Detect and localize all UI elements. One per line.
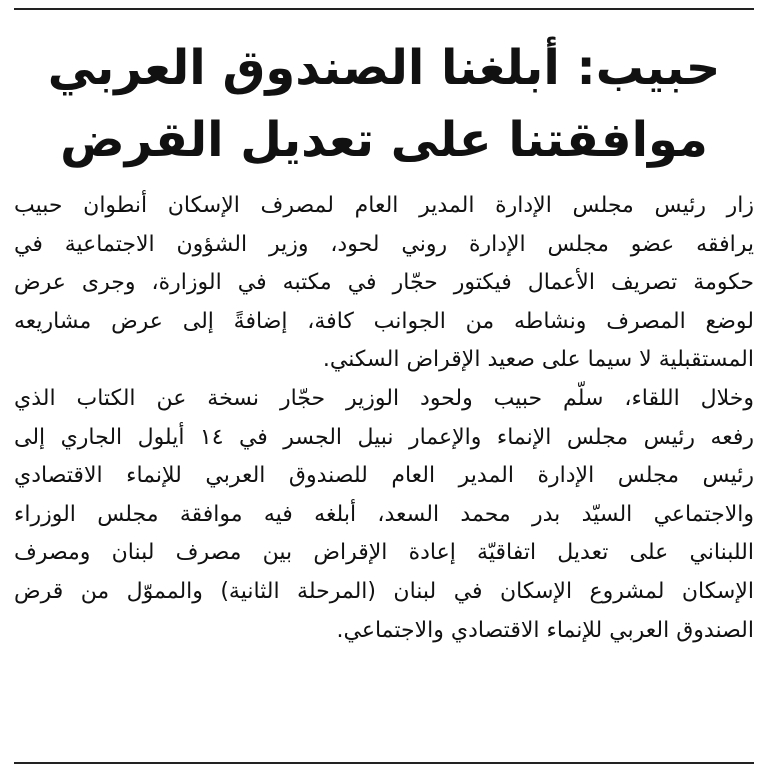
body-line: حكومة تصريف الأعمال فيكتور حجّار في مكتبه في الوزارة، وجرى عرض — [14, 270, 754, 296]
headline-line-2: موافقتنا على تعديل القرض — [60, 112, 708, 168]
body-line: المستقبلية لا سيما على صعيد الإقراض السكني. — [322, 347, 754, 373]
news-article — [14, 0, 754, 777]
body-line: لوضع المصرف ونشاطه من الجوانب كافة، إضافةً إلى عرض مشاريعه — [14, 308, 754, 334]
article-body — [14, 187, 754, 650]
body-line: اللبناني على تعديل اتفاقيّة إعادة الإقراض بين مصرف لبنان ومصرف — [14, 540, 754, 566]
headline — [14, 32, 754, 176]
body-line: رئيس مجلس الإدارة المدير العام للصندوق العربي للإنماء الاقتصادي — [14, 463, 754, 489]
top-rule — [14, 8, 754, 10]
body-line: رفعه رئيس مجلس الإنماء والإعمار نبيل الجسر في ١٤ أيلول الجاري إلى — [14, 424, 754, 450]
body-line: زار رئيس مجلس الإدارة المدير العام لمصرف الإسكان أنطوان حبيب — [14, 193, 754, 218]
paragraph-2 — [14, 380, 754, 650]
bottom-rule — [14, 762, 754, 764]
paragraph-1 — [14, 187, 754, 380]
headline-line-1: حبيب: أبلغنا الصندوق العربي — [47, 40, 721, 96]
body-line: الإسكان لمشروع الإسكان في لبنان (المرحلة الثانية) والمموّل من قرض — [14, 578, 754, 604]
body-line: وخلال اللقاء، سلّم حبيب ولحود الوزير حجّار نسخة عن الكتاب الذي — [14, 385, 754, 411]
body-line: الصندوق العربي للإنماء الاقتصادي والاجتماعي. — [336, 617, 754, 643]
body-line: والاجتماعي السيّد بدر محمد السعد، أبلغه فيه موافقة مجلس الوزراء — [14, 501, 754, 527]
body-line: يرافقه عضو مجلس الإدارة روني لحود، وزير الشؤون الاجتماعية في — [14, 231, 754, 257]
